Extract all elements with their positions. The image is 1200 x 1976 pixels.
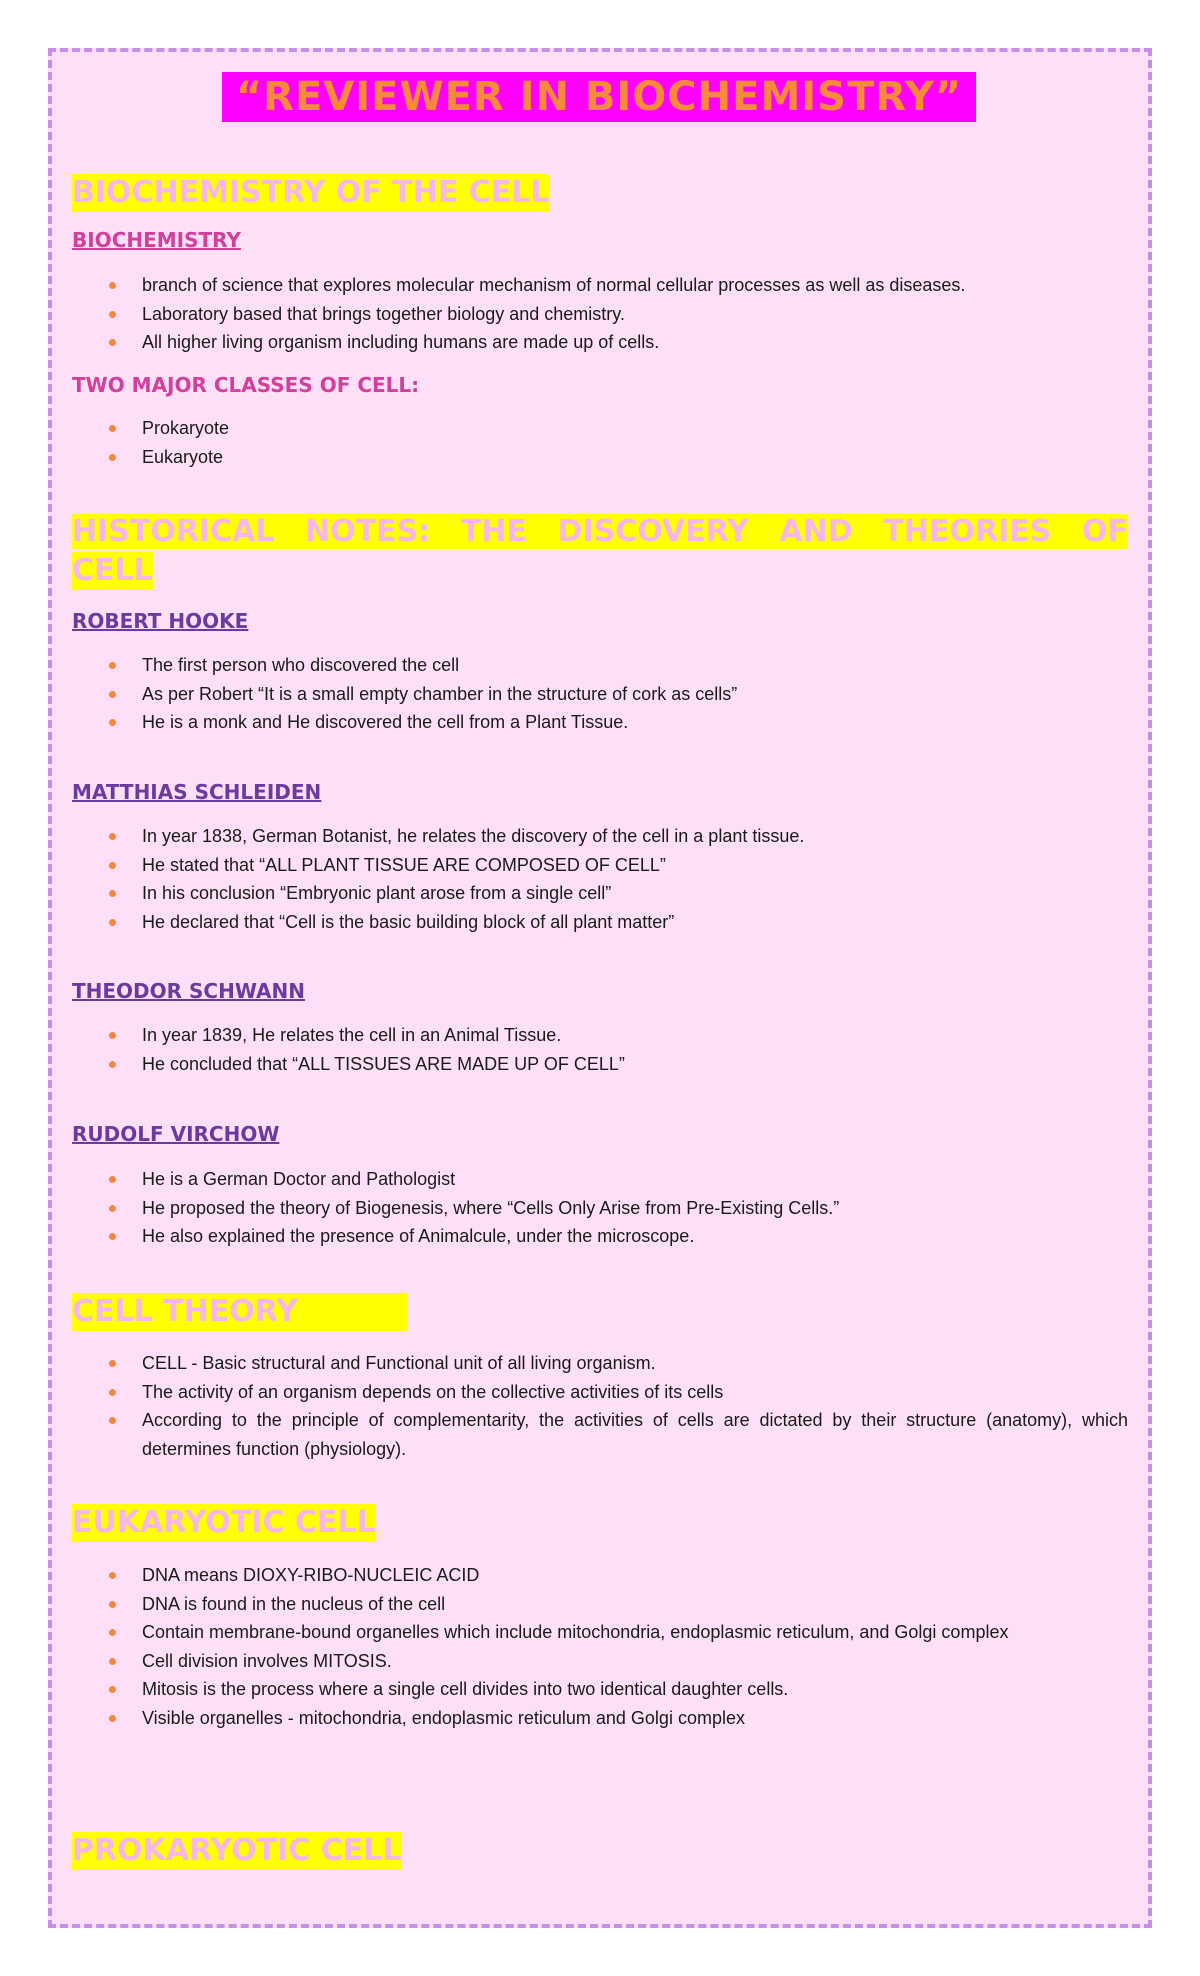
section-heading-historical bbox=[72, 513, 1128, 551]
list-item: He concluded that “ALL TISSUES ARE MADE UP OF CELL” bbox=[72, 1050, 1132, 1079]
list-item: Laboratory based that brings together biology and chemistry. bbox=[72, 300, 1132, 329]
list-item: Cell division involves MITOSIS. bbox=[72, 1647, 1132, 1676]
section-heading-cell-theory: CELL THEORY bbox=[72, 1293, 408, 1331]
list-item: In year 1838, German Botanist, he relates the discovery of the cell in a plant tissue. bbox=[72, 822, 1132, 851]
list-item: The activity of an organism depends on the collective activities of its cells bbox=[72, 1378, 1128, 1407]
list-item: branch of science that explores molecular mechanism of normal cellular processes as well as diseases. bbox=[72, 271, 1132, 300]
subheading-matthias-schleiden: MATTHIAS SCHLEIDEN bbox=[72, 780, 322, 804]
list-item: He stated that “ALL PLANT TISSUE ARE COMPOSED OF CELL” bbox=[72, 851, 1132, 880]
subheading-rudolf-virchow: RUDOLF VIRCHOW bbox=[72, 1122, 280, 1146]
list-item: DNA means DIOXY-RIBO-NUCLEIC ACID bbox=[72, 1561, 1132, 1590]
list-item: He is a German Doctor and Pathologist bbox=[72, 1165, 1132, 1194]
subheading-theodor-schwann: THEODOR SCHWANN bbox=[72, 979, 305, 1003]
schwann-list bbox=[72, 1021, 1132, 1078]
list-item: CELL - Basic structural and Functional unit of all living organism. bbox=[72, 1349, 1128, 1378]
section-heading-historical-line1: HISTORICAL NOTES: THE DISCOVERY AND THEORIES OF bbox=[72, 514, 1128, 549]
virchow-list bbox=[72, 1165, 1132, 1251]
list-item: Prokaryote bbox=[72, 414, 672, 443]
list-item: Visible organelles - mitochondria, endoplasmic reticulum and Golgi complex bbox=[72, 1704, 1132, 1733]
document-title: “REVIEWER IN BIOCHEMISTRY” bbox=[222, 72, 976, 122]
list-item: DNA is found in the nucleus of the cell bbox=[72, 1590, 1132, 1619]
hooke-list bbox=[72, 651, 1132, 737]
section-heading-prokaryotic-cell: PROKARYOTIC CELL bbox=[72, 1833, 402, 1868]
list-item: He is a monk and He discovered the cell from a Plant Tissue. bbox=[72, 708, 1132, 737]
list-item: Eukaryote bbox=[72, 443, 672, 472]
section-heading-eukaryotic-cell: EUKARYOTIC CELL bbox=[72, 1505, 376, 1540]
cell-theory-list bbox=[72, 1349, 1128, 1463]
list-item: He declared that “Cell is the basic building block of all plant matter” bbox=[72, 908, 1132, 937]
list-item: In his conclusion “Embryonic plant arose from a single cell” bbox=[72, 879, 1132, 908]
list-item: Contain membrane-bound organelles which include mitochondria, endoplasmic reticulum, and Golgi complex bbox=[72, 1618, 1132, 1647]
subheading-robert-hooke: ROBERT HOOKE bbox=[72, 609, 249, 633]
list-item: All higher living organism including humans are made up of cells. bbox=[72, 328, 1132, 357]
list-item: As per Robert “It is a small empty chamber in the structure of cork as cells” bbox=[72, 680, 1132, 709]
list-item: According to the principle of complementarity, the activities of cells are dictated by their structure (anatomy), which determines function (physiology). bbox=[72, 1406, 1128, 1463]
list-item: In year 1839, He relates the cell in an Animal Tissue. bbox=[72, 1021, 1132, 1050]
list-item: The first person who discovered the cell bbox=[72, 651, 1132, 680]
biochemistry-list bbox=[72, 271, 1132, 357]
eukaryotic-list bbox=[72, 1561, 1132, 1732]
subheading-two-major-classes: TWO MAJOR CLASSES OF CELL: bbox=[72, 373, 420, 397]
subheading-biochemistry: BIOCHEMISTRY bbox=[72, 228, 241, 252]
schleiden-list bbox=[72, 822, 1132, 936]
list-item: He also explained the presence of Animalcule, under the microscope. bbox=[72, 1222, 1132, 1251]
section-heading-cell: BIOCHEMISTRY OF THE CELL bbox=[72, 175, 550, 210]
list-item: He proposed the theory of Biogenesis, where “Cells Only Arise from Pre-Existing Cells.” bbox=[72, 1194, 1132, 1223]
section-heading-historical-line2: CELL bbox=[72, 553, 153, 588]
list-item: Mitosis is the process where a single cell divides into two identical daughter cells. bbox=[72, 1675, 1132, 1704]
cell-classes-list bbox=[72, 414, 672, 471]
